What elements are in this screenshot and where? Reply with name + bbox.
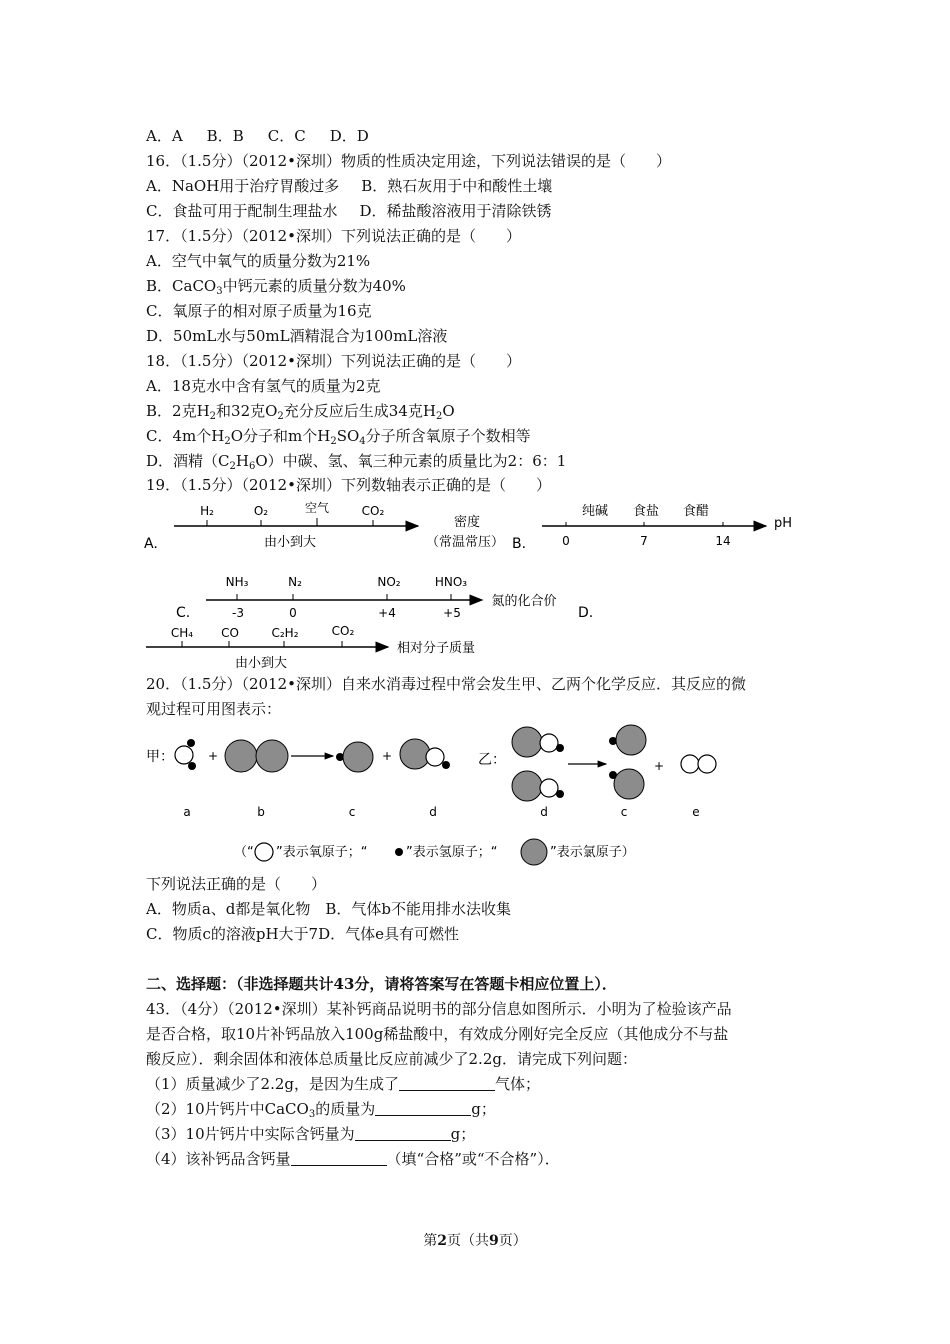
svg-text:+: + (654, 759, 665, 773)
q19-label-a: A. (144, 536, 158, 552)
q18-option-c: C．4m个$H_2O$分子和m个$H_2SO_4$分子所含氧原子个数相等 (146, 427, 531, 447)
svg-text:”表示氧原子；“: ”表示氧原子；“ (276, 845, 368, 860)
answer-blank-2[interactable] (375, 1101, 471, 1116)
axis-c-right: 氮的化合价 (491, 594, 557, 609)
axis-b-tick-0: 0 (562, 534, 570, 548)
axis-a-item-h2: H₂ (200, 504, 214, 518)
molecule-a-water (175, 739, 196, 770)
q19-number-axes (140, 496, 820, 676)
q16-stem: 16．（1.5分）（2012•深圳）物质的性质决定用途，下列说法错误的是（ ） (146, 152, 671, 170)
axis-c-item-nh3: NH₃ (225, 575, 249, 589)
axis-c-item-no2: NO₂ (377, 575, 401, 589)
q18-option-d: D．酒精$(C_2H_6O)$中碳、氢、氧三种元素的质量比为2：6：1 (146, 452, 567, 472)
axis-c-item-n2: N₂ (288, 575, 302, 589)
axis-d-right: 相对分子质量 (396, 641, 476, 656)
svg-text:”表示氢原子；“: ”表示氢原子；“ (406, 845, 498, 860)
q20-options-ab: A．物质a、d都是氧化物 B．气体b不能用排水法收集 (146, 900, 512, 918)
q16-options-cd (146, 201, 552, 221)
answer-blank-3[interactable] (355, 1126, 451, 1141)
q15-option-b: B．B (206, 127, 244, 145)
q20-options-cd: C．物质c的溶液pH大于7D．气体e具有可燃性 (146, 925, 460, 943)
axis-d-item-c2h2: C₂H₂ (271, 626, 299, 640)
axis-b-tick-14: 14 (715, 534, 731, 548)
q19-label-d: D. (578, 605, 594, 621)
molecule-yi-c1 (609, 725, 646, 755)
axis-b-tick-7: 7 (640, 534, 648, 548)
reaction-yi-label: 乙： (478, 752, 506, 768)
answer-blank-1[interactable] (399, 1076, 495, 1091)
q43-line1: 43．（4分）（2012•深圳）某补钙商品说明书的部分信息如图所示．小明为了检验该产品 (146, 1000, 732, 1018)
q16-option-b: B．熟石灰用于中和酸性土壤 (361, 177, 553, 195)
q43-line2: 是否合格，取10片补钙品放入100g稀盐酸中，有效成分刚好完全反应（其他成分不与盐 (146, 1025, 729, 1043)
q17-option-d: D．50mL水与50mL酒精混合为100mL溶液 (146, 327, 448, 345)
q16-option-a: A．NaOH用于治疗胃酸过多 (146, 177, 340, 195)
axis-c-tick-4: +4 (378, 606, 396, 620)
axis-c-tick-neg3: -3 (232, 606, 244, 620)
axis-b-item-vinegar: 食醋 (682, 504, 710, 519)
axis-c-tick-5: +5 (443, 606, 461, 620)
label-yi-d: d (540, 805, 548, 819)
label-b: b (257, 805, 265, 819)
q15-options (146, 126, 369, 146)
svg-text:+: + (382, 749, 393, 763)
q20-stem-line1: 20．（1.5分）（2012•深圳）自来水消毒过程中常会发生甲、乙两个化学反应．其反应的微 (146, 675, 746, 693)
q18-stem: 18．（1.5分）（2012•深圳）下列说法正确的是（ ） (146, 352, 521, 370)
total-pages: 9 (489, 1233, 499, 1249)
q16-option-d: D．稀盐酸溶液用于清除铁锈 (359, 202, 552, 220)
q43-line3: 酸反应）．剩余固体和液体总质量比反应前减少了2.2g．请完成下列问题： (146, 1050, 637, 1068)
q20-molecule-diagram (140, 718, 740, 868)
axis-a-right: 密度 (453, 515, 481, 530)
q16-options-ab (146, 176, 552, 196)
axis-b-item-soda: 纯碱 (581, 504, 609, 519)
axis-c-tick-0: 0 (289, 606, 297, 620)
q18-option-a: A．18克水中含有氢气的质量为2克 (146, 377, 381, 395)
q17-stem: 17．（1.5分）（2012•深圳）下列说法正确的是（ ） (146, 227, 521, 245)
axis-a-item-co2: CO₂ (361, 504, 385, 518)
q20-legend (234, 839, 635, 865)
q17-option-a: A．空气中氧气的质量分数为21% (146, 252, 371, 270)
axis-c-item-hno3: HNO₃ (434, 575, 468, 589)
section-2-title: 二、选择题：（非选择题共计43分，请将答案写在答题卡相应位置上）． (146, 975, 617, 993)
axis-b-item-salt: 食盐 (632, 504, 660, 519)
axis-d-item-co2: CO₂ (331, 624, 355, 638)
q16-option-c: C．食盐可用于配制生理盐水 (146, 202, 338, 220)
q19-label-c: C. (176, 605, 191, 621)
axis-b-right: pH (773, 516, 793, 531)
page-footer: 第2页（共9页） (423, 1233, 527, 1249)
q19-stem: 19．（1.5分）（2012•深圳）下列数轴表示正确的是（ ） (146, 476, 551, 494)
axis-a-below: 由小到大 (263, 535, 317, 550)
axis-a-right2: （常温常压） (425, 535, 505, 550)
answer-blank-4[interactable] (291, 1151, 387, 1166)
q15-option-c: C．C (267, 127, 306, 145)
q18-option-b: B．2克$H_2$和32克$O_2$充分反应后生成34克$H_2O$ (146, 402, 455, 422)
molecule-d-hclo (400, 739, 450, 769)
molecule-yi-d1 (512, 727, 564, 757)
axis-d-item-ch4: CH₄ (170, 626, 194, 640)
q17-option-b: B．CaCO$_3$中钙元素的质量分数为40% (146, 277, 406, 297)
label-a: a (183, 805, 191, 819)
q20-question: 下列说法正确的是（ ） (146, 875, 327, 893)
molecule-yi-e-oxygen (681, 755, 716, 773)
q20-stem-line2: 观过程可用图表示： (146, 700, 282, 718)
molecule-b-chlorine (225, 740, 288, 772)
label-c: c (348, 805, 356, 819)
svg-text:+: + (208, 749, 219, 763)
q43-sub1: （1）质量减少了2.2g，是因为生成了 气体； (146, 1075, 541, 1093)
axis-d-item-co: CO (221, 626, 239, 640)
molecule-yi-d2 (512, 771, 564, 801)
svg-text:”表示氯原子）: ”表示氯原子） (550, 845, 635, 860)
label-yi-e: e (692, 805, 700, 819)
q15-option-d: D．D (329, 127, 369, 145)
label-d: d (429, 805, 437, 819)
reaction-jia-label: 甲： (146, 749, 174, 765)
label-yi-c: c (620, 805, 628, 819)
q15-option-a: A．A (146, 127, 183, 145)
molecule-c-hcl (336, 742, 373, 772)
current-page-number: 2 (437, 1233, 447, 1249)
axis-a-item-air: 空气 (304, 501, 330, 515)
svg-text:（“: （“ (234, 845, 254, 860)
q19-label-b: B. (512, 536, 527, 552)
axis-d-below: 由小到大 (234, 656, 288, 671)
q17-option-c: C．氧原子的相对原子质量为16克 (146, 302, 372, 320)
axis-a-item-o2: O₂ (253, 504, 269, 518)
q43-sub3: （3）10片钙片中实际含钙量为 g； (146, 1125, 476, 1143)
q43-sub4: （4）该补钙品含钙量 （填“合格”或“不合格”）． (146, 1150, 560, 1168)
molecule-yi-c2 (609, 769, 644, 799)
q43-sub2: （2）10片钙片中CaCO$_3$的质量为 g； (146, 1100, 496, 1120)
